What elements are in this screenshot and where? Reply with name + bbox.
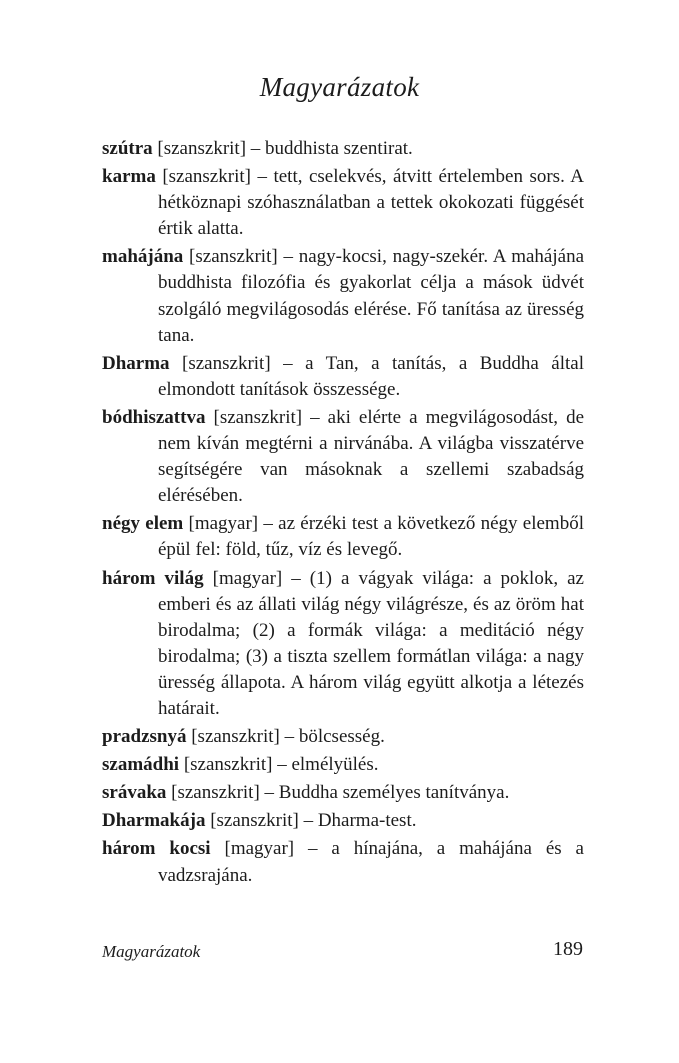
glossary-term: srávaka <box>102 782 167 804</box>
glossary-definition: [szanszkrit] – nagy-kocsi, nagy-szekér. A mahájána buddhista filozófia és gyakorlat célja a mások üdvét szolgáló megvilágosodás elérése. Fő tanítása az üresség tana. <box>158 246 584 346</box>
running-footer-title: Magyarázatok <box>102 942 201 961</box>
glossary-entry <box>102 808 584 834</box>
glossary-term: pradzsnyá <box>102 726 187 748</box>
glossary-definition: [szanszkrit] – tett, cselekvés, átvitt értelemben sors. A hétköznapi szóhasználatban a tettek okokozati függését értik alatta. <box>155 166 584 240</box>
glossary-term: karma <box>102 166 156 188</box>
glossary-entry <box>102 351 584 403</box>
glossary-entry <box>102 136 584 162</box>
page-number: 189 <box>553 938 583 960</box>
glossary-term: szútra <box>102 138 153 159</box>
glossary-entry <box>102 836 584 888</box>
glossary-term: három kocsi <box>102 838 211 860</box>
glossary-entry <box>102 724 584 750</box>
glossary-definition: [szanszkrit] – bölcsesség. <box>186 726 385 748</box>
glossary-definition: [magyar] – a hínajána, a mahájána és a vadzsrajána. <box>158 838 584 886</box>
glossary-list <box>102 136 584 891</box>
glossary-entry <box>102 752 584 778</box>
glossary-term: bódhiszattva <box>102 406 206 428</box>
glossary-definition: [szanszkrit] – buddhista szentirat. <box>152 138 413 159</box>
glossary-entry <box>102 244 584 348</box>
glossary-definition: [szanszkrit] – a Tan, a tanítás, a Buddha által elmondott tanítások összessége. <box>158 352 584 400</box>
glossary-term: szamádhi <box>102 754 180 776</box>
glossary-definition: [magyar] – (1) a vágyak világa: a poklok, az emberi és az állati világ négy világrésze, és az öröm hat birodalma; (2) a formák világa: a meditáció négy birodalma; (3) a tiszta szellem formátlan világa: a nagy üresség állapota. A három világ együtt alkotja a létezés határait. <box>158 567 584 719</box>
glossary-term: mahájána <box>102 246 184 268</box>
page-title: Magyarázatok <box>259 72 420 102</box>
glossary-entry <box>102 780 584 806</box>
glossary-entry <box>102 405 584 509</box>
glossary-entry <box>102 566 584 723</box>
glossary-definition: [szanszkrit] – elmélyülés. <box>179 754 379 776</box>
glossary-definition: [szanszkrit] – Dharma-test. <box>205 810 417 832</box>
glossary-entry <box>102 164 584 242</box>
glossary-definition: [szanszkrit] – aki elérte a megvilágosodást, de nem kíván megtérni a nirvánába. A világba visszatérve segítségére van másoknak a szellemi szabadság elérésében. <box>158 406 584 507</box>
glossary-definition: [szanszkrit] – Buddha személyes tanítványa. <box>166 782 510 804</box>
glossary-term: Dharma <box>102 352 170 374</box>
glossary-term: három világ <box>102 567 204 589</box>
glossary-definition: [magyar] – az érzéki test a következő négy elemből épül fel: föld, tűz, víz és levegő. <box>158 513 584 561</box>
glossary-term: Dharmakája <box>102 810 206 832</box>
glossary-term: négy elem <box>102 513 184 535</box>
glossary-entry <box>102 511 584 563</box>
